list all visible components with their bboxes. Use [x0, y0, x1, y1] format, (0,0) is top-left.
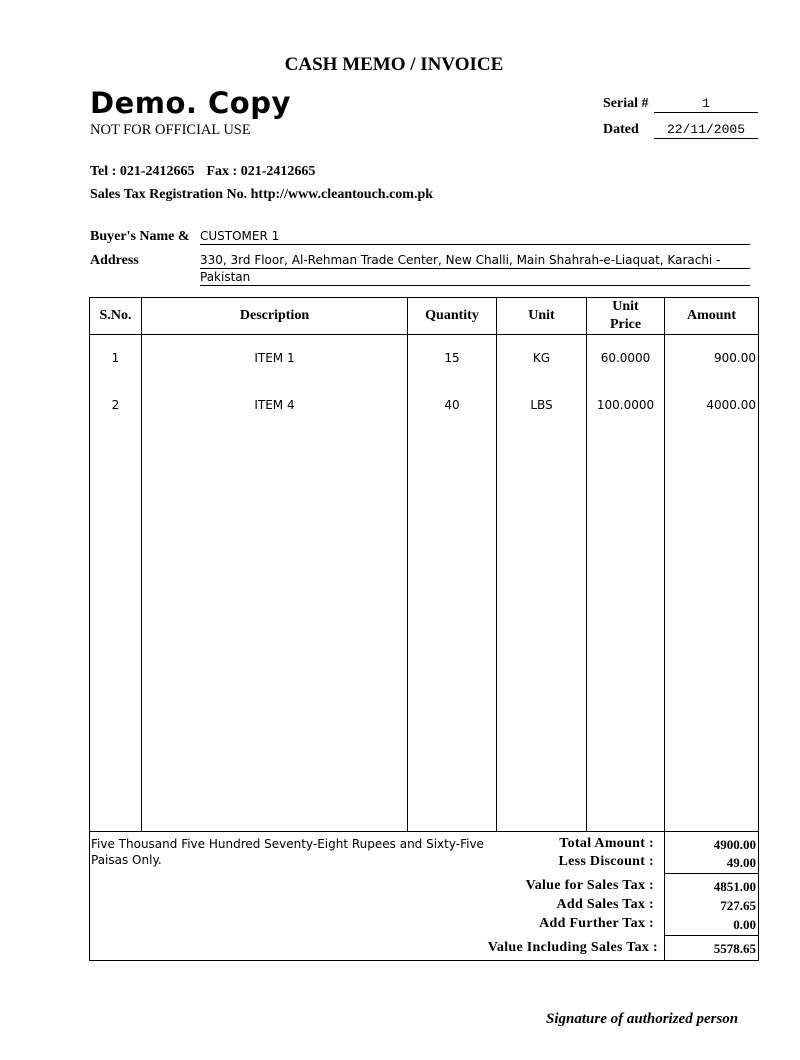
header-quantity: Quantity: [425, 308, 479, 323]
contact-line: [90, 164, 315, 180]
less-discount-label: Less Discount :: [558, 854, 654, 869]
row1-amount: 900.00: [714, 351, 756, 365]
not-for-official-use-notice: NOT FOR OFFICIAL USE: [90, 122, 251, 138]
subtotal-divider: [665, 873, 758, 874]
invoice-title: CASH MEMO / INVOICE: [284, 54, 504, 75]
column-divider: [496, 298, 497, 831]
row2-sno: 2: [111, 398, 120, 412]
add-sales-tax-value: 727.65: [720, 898, 756, 913]
address-line-1: 330, 3rd Floor, Al-Rehman Trade Center, New Challi, Main Shahrah-e-Liaquat, Karachi -: [200, 252, 750, 269]
header-amount: Amount: [686, 308, 736, 323]
address-line-2: Pakistan: [200, 269, 750, 286]
sales-tax-registration: Sales Tax Registration No. http://www.cleantouch.com.pk: [90, 187, 434, 202]
value-for-sales-tax-value: 4851.00: [713, 879, 756, 894]
header-unit-price-line2: Price: [609, 317, 642, 332]
header-unit-price-line1: Unit: [612, 299, 639, 314]
serial-value: 1: [654, 96, 758, 113]
add-sales-tax-label: Add Sales Tax :: [556, 897, 654, 912]
header-sno: S.No.: [99, 308, 132, 323]
dated-label: Dated: [603, 122, 639, 137]
fax-number: Fax : 021-2412665: [206, 164, 316, 179]
column-divider: [407, 298, 408, 831]
row2-amount: 4000.00: [706, 398, 756, 412]
column-divider: [586, 298, 587, 831]
row2-description: ITEM 4: [254, 398, 295, 412]
row1-unit-price: 60.0000: [600, 351, 651, 365]
row2-unit-price: 100.0000: [596, 398, 655, 412]
buyer-name-value: CUSTOMER 1: [200, 228, 750, 245]
add-further-tax-value: 0.00: [733, 917, 756, 932]
buyer-name-label: Buyer's Name &: [90, 229, 190, 244]
total-amount-value: 4900.00: [713, 837, 756, 852]
total-amount-label: Total Amount :: [559, 836, 654, 851]
dated-value: 22/11/2005: [654, 122, 758, 139]
row2-unit: LBS: [530, 398, 553, 412]
serial-label: Serial #: [603, 96, 649, 111]
grand-total-divider: [665, 935, 758, 936]
add-further-tax-label: Add Further Tax :: [539, 916, 654, 931]
amount-in-words: Five Thousand Five Hundred Seventy-Eight Rupees and Sixty-Five Paisas Only.: [91, 837, 484, 867]
row1-unit: KG: [532, 351, 551, 365]
row2-quantity: 40: [444, 398, 460, 412]
tel-number: Tel : 021-2412665: [90, 164, 195, 179]
signature-caption: Signature of authorized person: [546, 1011, 739, 1027]
header-unit-price: [587, 298, 664, 334]
demo-copy-heading: Demo. Copy: [90, 86, 291, 120]
header-divider: [90, 334, 758, 335]
row1-description: ITEM 1: [254, 351, 295, 365]
row1-sno: 1: [111, 351, 120, 365]
address-label: Address: [90, 253, 139, 268]
value-including-sales-tax-label: Value Including Sales Tax :: [487, 940, 658, 955]
row1-quantity: 15: [444, 351, 460, 365]
less-discount-value: 49.00: [726, 855, 756, 870]
value-for-sales-tax-label: Value for Sales Tax :: [525, 878, 654, 893]
header-description: Description: [239, 308, 310, 323]
header-unit: Unit: [528, 308, 555, 323]
column-divider: [141, 298, 142, 831]
items-table: [89, 297, 759, 961]
body-bottom-divider: [90, 831, 758, 832]
value-including-sales-tax-value: 5578.65: [713, 941, 756, 956]
